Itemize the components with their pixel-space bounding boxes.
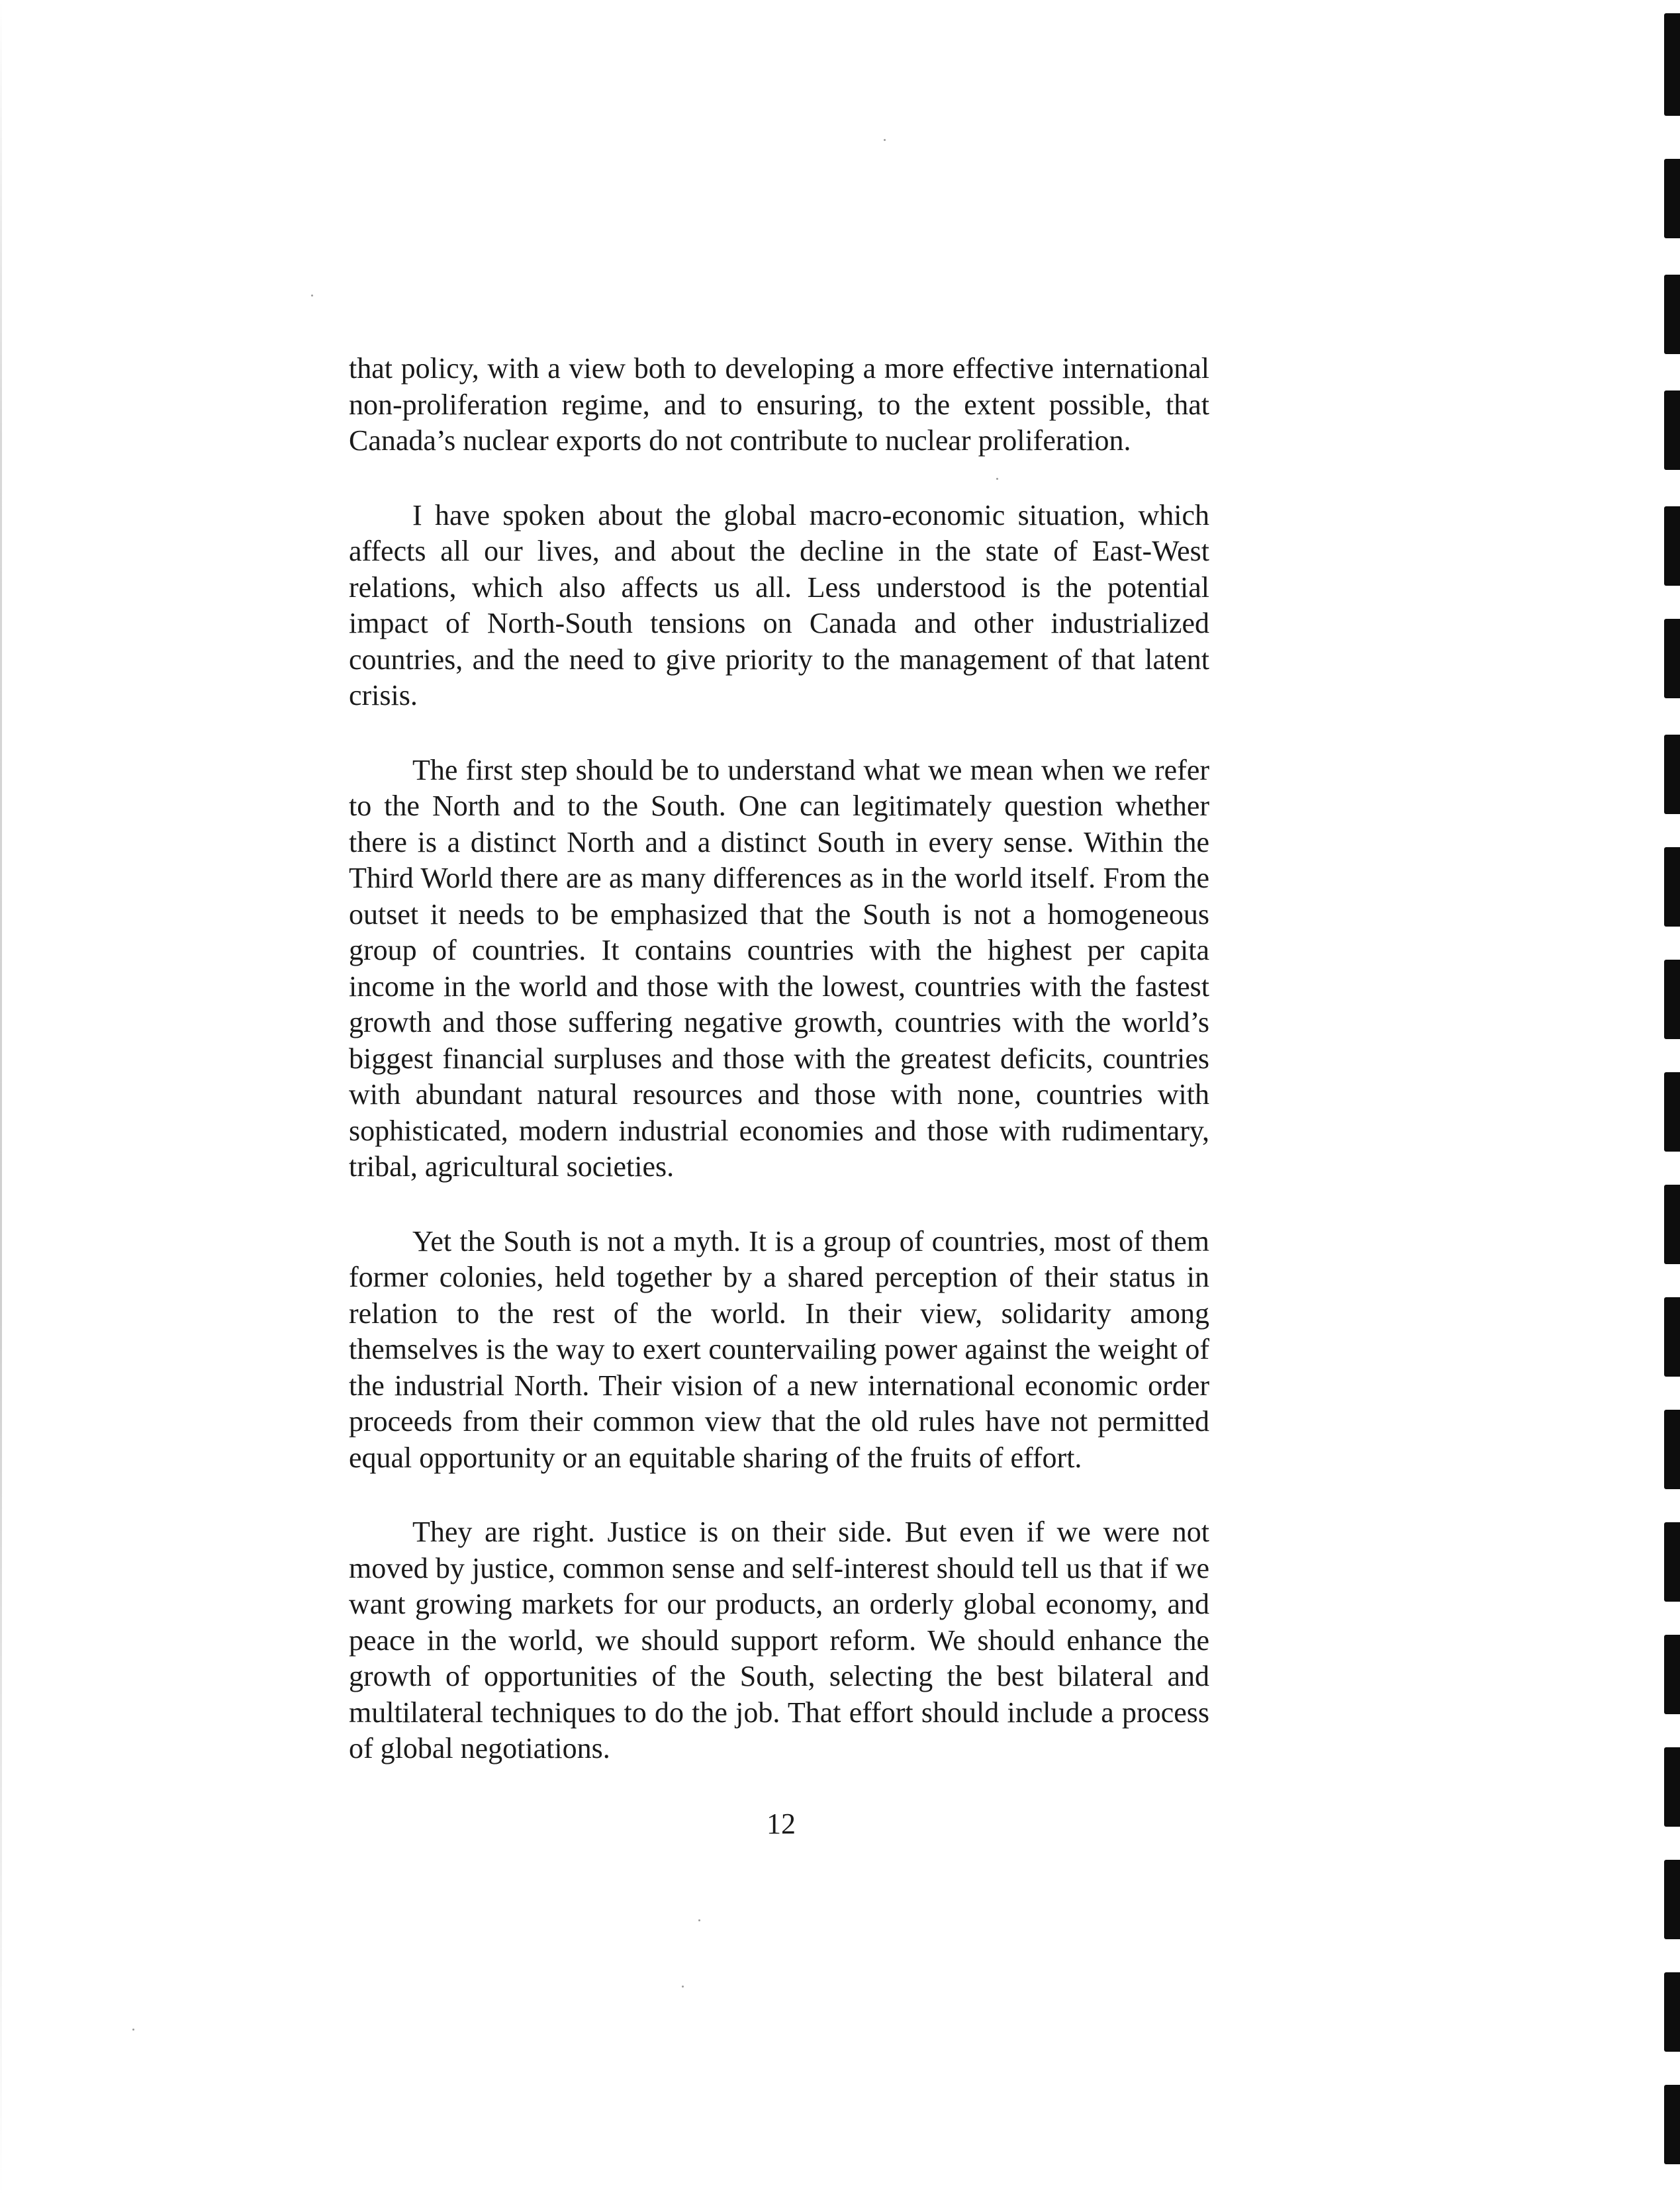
page-left-edge-shadow [0, 0, 2, 2198]
paragraph-3: The first step should be to understand what we mean when we refer to the North and to the South. One can legitimately question whether there is a distinct North and a distinct South in every sense. Within the Third World there are as many differences as in the world itself. From the outset it needs to be emphasized that the South is not a homogeneous group of countries. It contains countries with the highest per capita income in the world and those with the lowest, countries with the fastest growth and those suffering negative growth, countries with the world’s biggest financial surpluses and those with the greatest deficits, countries with abundant natural resources and those with none, countries with sophisticated, modern industrial economies and those with rudimentary, tribal, agricultural societies. [349, 753, 1209, 1183]
text-body [349, 351, 1209, 1806]
binding-mark [1664, 847, 1680, 927]
binding-mark [1664, 275, 1680, 354]
binding-mark [1664, 1860, 1680, 1939]
scan-speck [996, 478, 998, 480]
paragraph-4: Yet the South is not a myth. It is a group of countries, most of them former colonies, held together by a shared perception of their status in relation to the rest of the world. In their view, solidarity among themselves is the way to exert countervailing power against the weight of the industrial North. Their vision of a new international economic order proceeds from their common view that the old rules have not permitted equal opportunity or an equitable sharing of the fruits of effort. [349, 1224, 1209, 1474]
binding-mark [1664, 2085, 1680, 2164]
page-number: 12 [767, 1808, 796, 1840]
binding-mark [1664, 735, 1680, 814]
scan-speck [682, 1986, 684, 1988]
binding-mark [1664, 506, 1680, 586]
paragraph-5: They are right. Justice is on their side. But even if we were not moved by justice, common sense and self-interest should tell us that if we want growing markets for our products, an orderly global economy, and peace in the world, we should support reform. We should enhance the growth of opportunities of the South, selecting the best bilateral and multilateral techniques to do the job. That effort should include a process of global negotiations. [349, 1516, 1209, 1764]
binding-mark [1664, 1072, 1680, 1152]
binding-mark [1664, 1522, 1680, 1602]
binding-mark [1664, 1185, 1680, 1264]
binding-mark [1664, 1410, 1680, 1489]
scan-speck [311, 295, 313, 297]
binding-mark [1664, 960, 1680, 1039]
binding-mark [1664, 390, 1680, 470]
paragraph-1: that policy, with a view both to developing a more effective international non-proliferation regime, and to ensuring, to the extent possible, that Canada’s nuclear exports do not contribute to nuclear proliferation. [349, 352, 1209, 457]
binding-mark [1664, 619, 1680, 698]
binding-mark [1664, 1297, 1680, 1377]
scan-speck [698, 1919, 700, 1921]
binding-mark [1664, 159, 1680, 238]
binding-mark [1664, 13, 1680, 116]
binding-mark [1664, 1747, 1680, 1827]
binding-mark [1664, 1635, 1680, 1714]
binding-mark [1664, 1972, 1680, 2052]
scan-speck [884, 139, 886, 141]
paragraph-2: I have spoken about the global macro-economic situation, which affects all our lives, and about the decline in the state of East-West relations, which also affects us all. Less understood is the potential impact of North-South tensions on Canada and other industrialized countries, and the need to give priority to the management of that latent crisis. [349, 498, 1209, 711]
scan-speck [132, 2029, 134, 2031]
binding-marks [1654, 0, 1680, 2198]
